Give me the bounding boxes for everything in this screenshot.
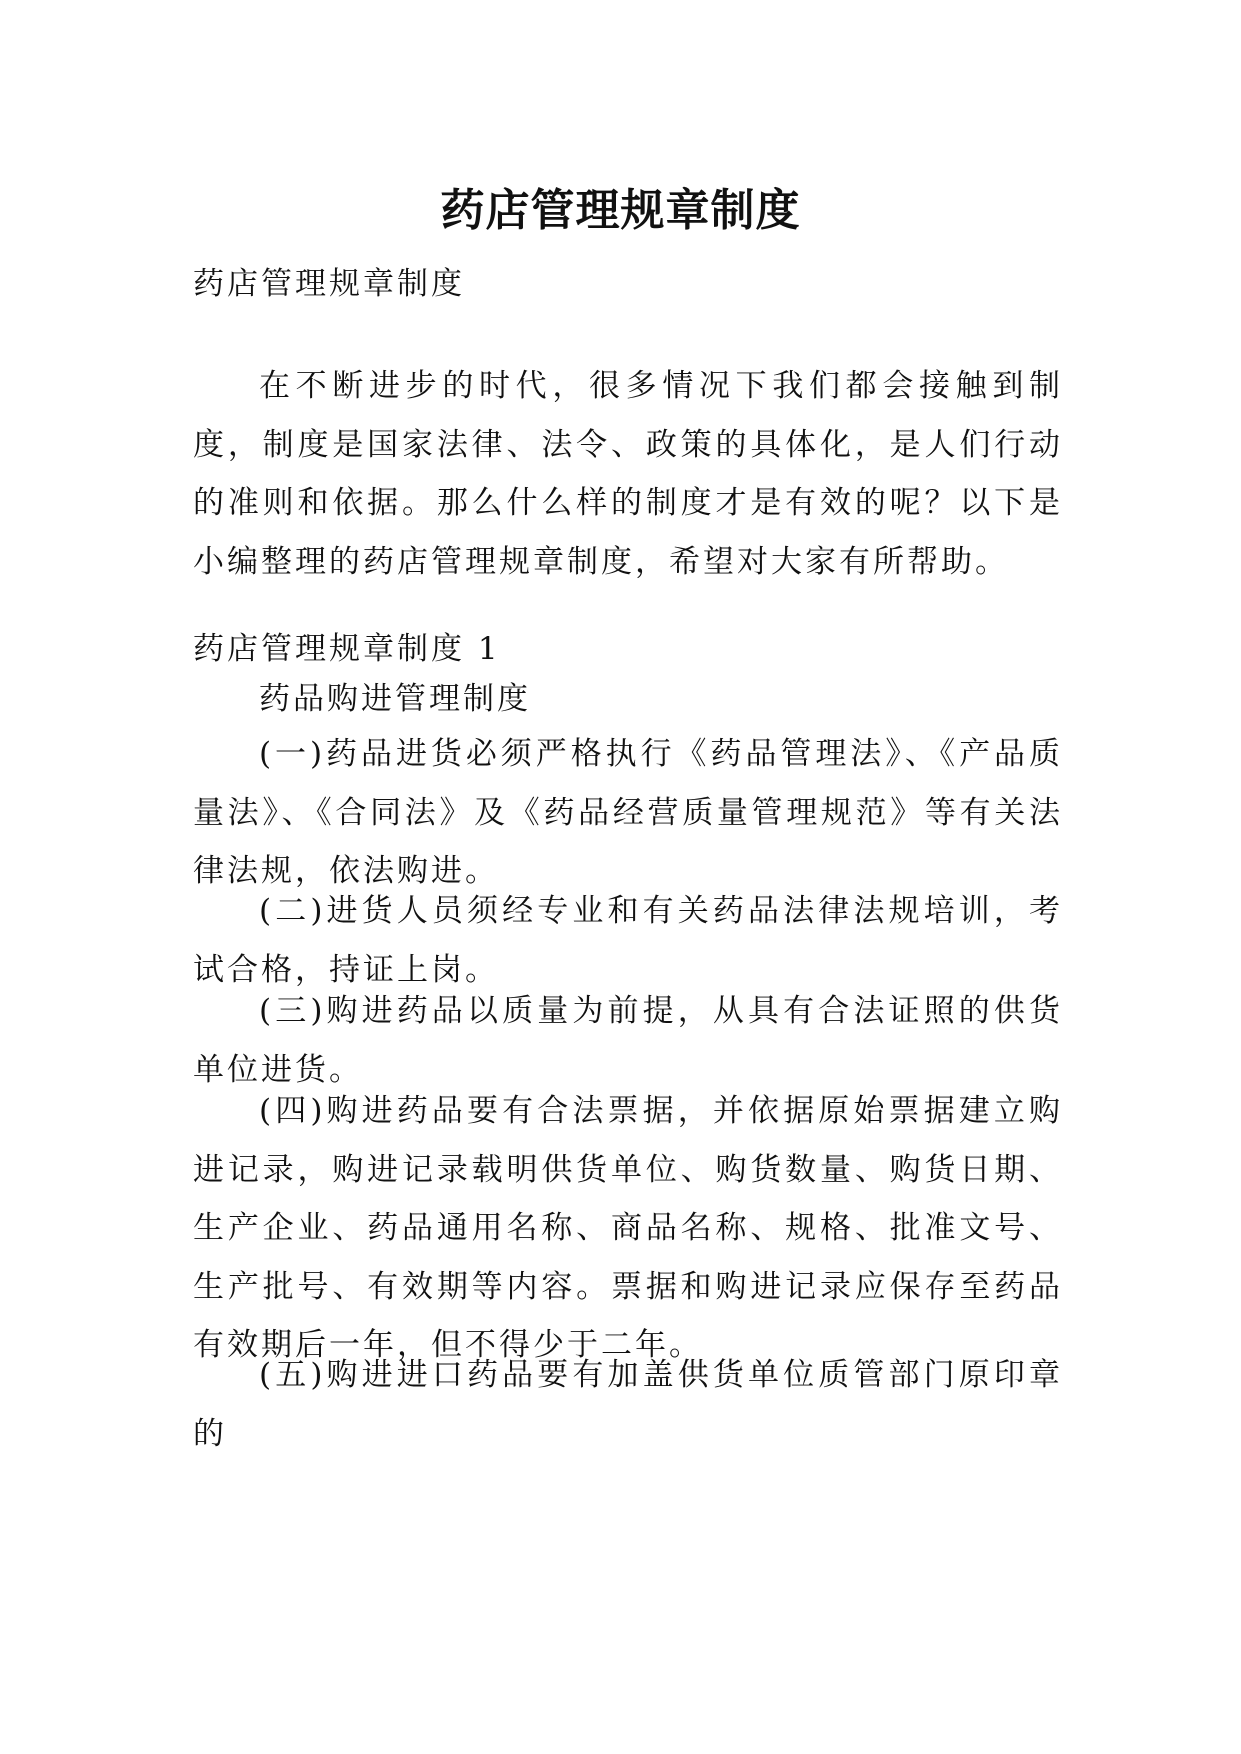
section-subheading: 药品购进管理制度 [259,681,531,717]
list-item: (一)药品进货必须严格执行《药品管理法》、《产品质量法》、《合同法》及《药品经营质量管理规范》等有关法律法规，依法购进。 [193,736,1063,889]
list-item: (二)进货人员须经专业和有关药品法律法规培训，考试合格，持证上岗。 [193,893,1063,988]
document-subtitle: 药店管理规章制度 [193,266,465,302]
list-item: (五)购进进口药品要有加盖供货单位质管部门原印章的 [193,1357,1063,1452]
intro-paragraph: 在不断进步的时代，很多情况下我们都会接触到制度，制度是国家法律、法令、政策的具体化，是人们行动的准则和依据。那么什么样的制度才是有效的呢？以下是小编整理的药店管理规章制度，希望对大家有所帮助。 [193,368,1063,580]
list-item: (四)购进药品要有合法票据，并依据原始票据建立购进记录，购进记录载明供货单位、购货数量、购货日期、生产企业、药品通用名称、商品名称、规格、批准文号、生产批号、有效期等内容。票据和购进记录应保存至药品有效期后一年，但不得少于二年。 [193,1093,1063,1363]
list-item: (三)购进药品以质量为前提，从具有合法证照的供货单位进货。 [193,993,1063,1088]
document-title: 药店管理规章制度 [440,185,801,237]
section-heading: 药店管理规章制度 1 [193,631,501,667]
